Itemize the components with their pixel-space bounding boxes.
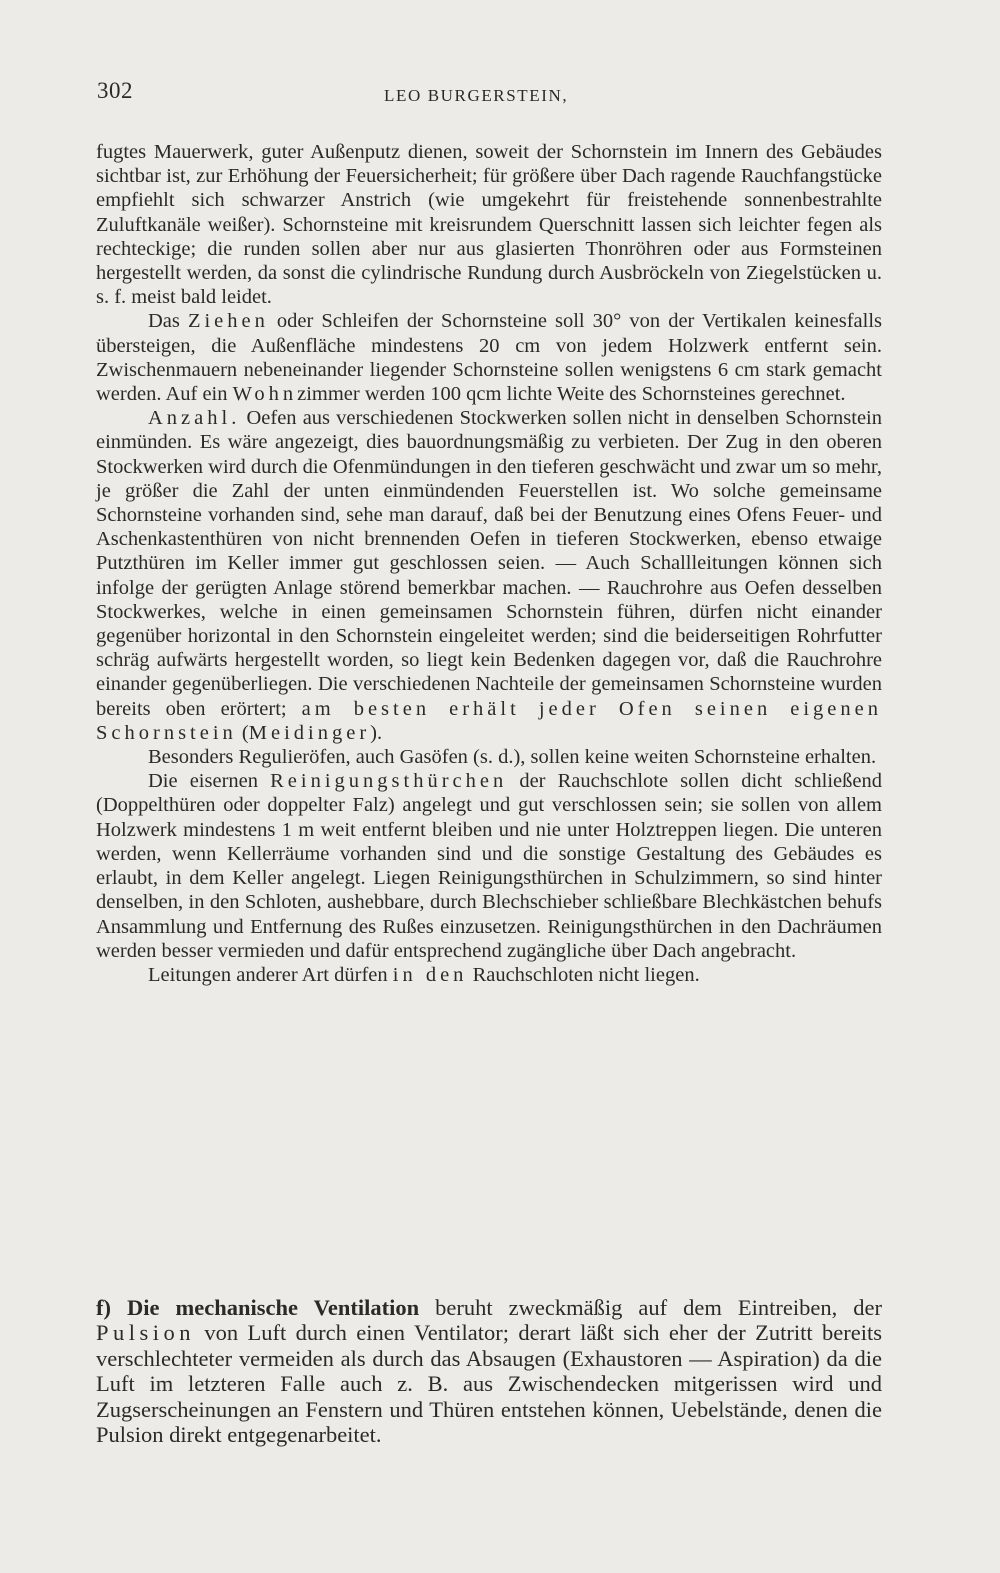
paragraph-other-pipes: [96, 963, 882, 987]
text-run: beruht zweckmäßig auf dem Eintreiben, der: [419, 1295, 882, 1320]
paragraph-mechanical-ventilation: [96, 1295, 882, 1447]
text-run: von Luft durch einen Ventilator; derart läßt sich eher der Zutritt bereits verschlechteter vermeiden als durch das Absaugen (Exhaustoren — Aspiration) da die Luft im letzteren Falle auch z. B. aus Zwischendecken mitgerissen wird und Zugserscheinungen an Fenstern und Thüren entstehen können, Uebelstände, denen die Pulsion direkt entgegenarbeitet.: [96, 1320, 882, 1448]
text-run: Leitungen anderer Art dürfen: [148, 963, 393, 986]
spaced-term: Pulsion: [96, 1320, 196, 1346]
spaced-emphasis: am besten erhält jeder Ofen seinen eigenen Schornstein: [96, 697, 882, 744]
paragraph-text: fugtes Mauerwerk, guter Außenputz dienen, soweit der Schornstein im Innern des Gebäudes sichtbar ist, zur Erhöhung der Feuersicherheit; für größere über Dach ragende Rauchfangstücke empfiehlt sich schwarzer Anstrich (wie umgekehrt für freistehende sonnenbestrahlte Zuluftkanäle weißer). Schornsteine mit kreisrundem Querschnitt lassen sich leichter fegen als rechteckige; die runden sollen aber nur aus glasierten Thonröhren oder aus Formsteinen hergestellt werden, da sonst die cylindrische Rundung durch Ausbröckeln von Ziegelstücken u. s. f. meist bald leidet.: [96, 141, 882, 309]
page-header: [97, 78, 887, 114]
text-run: oder Schleifen der Schornsteine soll 30° von der Vertikalen keinesfalls übersteigen, die Außenfläche mindestens 20 cm von jedem Holzwerk entfernt sein. Zwischenmauern nebeneinander liegender Schornsteine sollen wenigstens 6 cm stark gemacht werden. Auf ein: [96, 310, 882, 406]
running-head: LEO BURGERSTEIN,: [384, 86, 569, 105]
paragraph-chimney-materials: [96, 140, 882, 309]
text-run: der Rauchschlote sollen dicht schließend (Doppelthüren oder doppelter Falz) angelegt und gut verschlossen sein; sie sollen von allem Holzwerk mindestens 1 m weit entfernt bleiben und nie unter Holztreppen liegen. Die unteren werden, wenn Kellerräume vorhanden sind und die sonstige Gestaltung des Gebäudes es erlaubt, in dem Keller angelegt. Liegen Reinigungsthürchen in Schulzimmern, so sind hinter denselben, in den Schloten, aushebbare, durch Blechschieber schließbare Blechkästchen behufs Ansammlung und Entfernung des Rußes einzusetzen. Reinigungsthürchen in den Dachräumen werden besser vermieden und dafür entsprechend zugängliche über Dach angebracht.: [96, 770, 882, 962]
text-run: zimmer werden 100 qcm lichte Weite des Schornsteines gerechnet.: [297, 383, 846, 406]
paragraph-cleaning-doors: [96, 769, 882, 963]
section-mechanical-ventilation: [96, 1295, 882, 1447]
text-run: Oefen aus verschiedenen Stockwerken sollen nicht in denselben Schornstein einmünden. Es wäre angezeigt, dies bauordnungsmäßig zu verbieten. Der Zug in den oberen Stockwerken wird durch die Ofenmündungen in den tieferen geschwächt und zwar um so mehr, je größer die Zahl der unten einmündenden Feuerstellen ist. Wo solche gemeinsame Schornsteine vorhanden sind, sehe man darauf, daß bei der Benutzung eines Ofens Feuer- und Aschenkastenthüren von nicht brennenden Oefen in tieferen Stockwerken, ebenso etwaige Putzthüren im Keller immer gut geschlossen seien. — Auch Schallleitungen können sich infolge der gerügten Anlage störend bemerkbar machen. — Rauchrohre aus Oefen desselben Stockwerkes, welche in einen gemeinsamen Schornstein führen, dürfen nicht einander gegenüber horizontal in den Schornstein eingeleitet werden; sind die beiderseitigen Rohrfutter schräg aufwärts hergestellt worden, so liegt kein Bedenken dagegen vor, daß die Rauchrohre einander gegenüberliegen. Die verschiedenen Nachteile der gemeinsamen Schornsteine wurden bereits oben erörtert;: [96, 407, 882, 720]
spaced-term: Wohn: [232, 383, 298, 406]
text-run: (: [236, 721, 249, 744]
text-run: ).: [370, 721, 383, 744]
text-run: Rauchschloten nicht liegen.: [467, 963, 700, 986]
spaced-term: in den: [392, 963, 468, 986]
spaced-term: Anzahl.: [148, 407, 241, 430]
page-number: 302: [97, 78, 133, 103]
section-heading: f) Die mechanische Ventilation: [96, 1295, 420, 1320]
paragraph-text: Besonders Regulieröfen, auch Gasöfen (s. d.), sollen keine weiten Schornsteine erhalten.: [148, 746, 877, 769]
paragraph-count: [96, 406, 882, 745]
text-run: Die eisernen: [148, 770, 271, 793]
text-run: Das: [148, 310, 188, 333]
paragraph-regulating-stoves: [96, 745, 882, 769]
spaced-term: Ziehen: [187, 310, 269, 333]
spaced-term: Reinigungsthürchen: [270, 770, 508, 793]
paragraph-chimney-draw: [96, 309, 882, 406]
body-text: [96, 140, 882, 987]
spaced-author: Meidinger: [248, 721, 371, 744]
